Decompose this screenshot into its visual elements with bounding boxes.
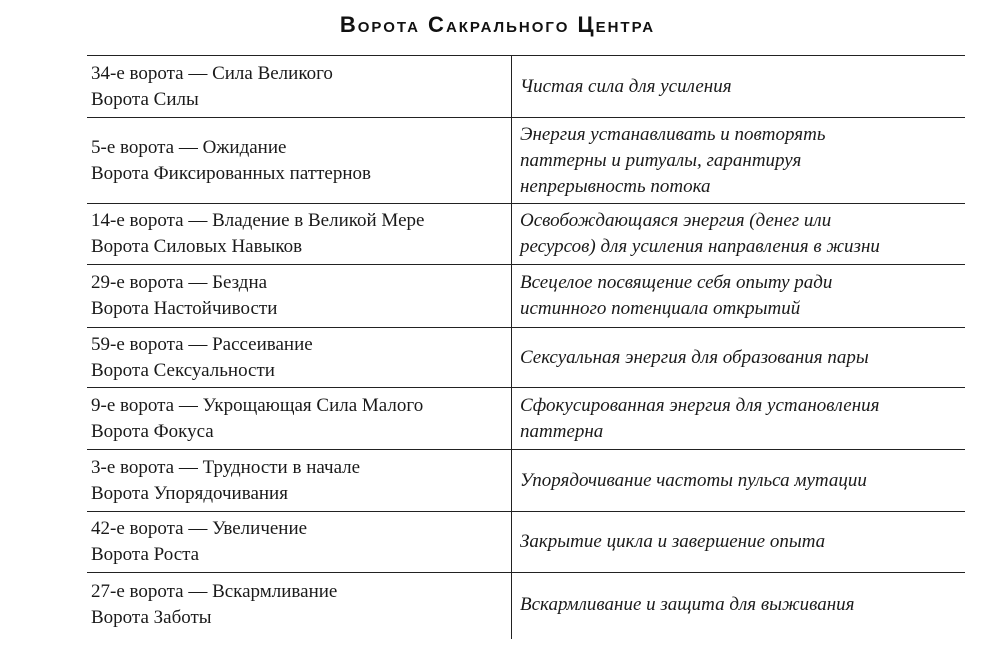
gate-number-title: 27-е ворота — Вскармливание (91, 581, 338, 602)
gate-description-line: Закрытие цикла и завершение опыта (520, 531, 826, 552)
description-cell (511, 512, 965, 572)
table-row (87, 450, 965, 512)
table-row (87, 204, 965, 265)
gate-number-title: 29-е ворота — Бездна (91, 272, 268, 293)
gate-name: Ворота Упорядочивания (91, 482, 288, 504)
gate-name: Ворота Фокуса (91, 420, 214, 442)
column-divider (511, 55, 512, 639)
gate-description-line: Всецелое посвящение себя опыту ради (520, 272, 833, 293)
description-cell (511, 56, 965, 117)
page-title: Ворота Сакрального Центра (339, 12, 656, 37)
gate-cell (87, 265, 511, 327)
gate-number-title: 9-е ворота — Укрощающая Сила Малого (91, 394, 424, 416)
table-row (87, 388, 965, 450)
gate-cell (87, 573, 511, 637)
gate-description-line: истинного потенциала открытий (520, 298, 801, 319)
gate-description-line: непрерывность потока (520, 175, 711, 197)
gate-description-line: Освобождающаяся энергия (денег или (520, 210, 832, 231)
description-cell (511, 573, 965, 637)
gate-cell (87, 512, 511, 572)
table-row (87, 118, 965, 204)
gate-description-line: Упорядочивание частоты пульса мутации (520, 469, 867, 491)
table-row (87, 328, 965, 388)
gate-description-line: ресурсов) для усиления направления в жизни (520, 236, 880, 257)
gate-name: Ворота Силовых Навыков (91, 236, 303, 257)
gate-cell (87, 388, 511, 449)
gate-cell (87, 328, 511, 387)
gate-description-line: паттерна (520, 420, 604, 442)
gate-name: Ворота Настойчивости (91, 298, 278, 319)
gate-description-line: Сфокусированная энергия для установления (520, 394, 880, 416)
gate-description-line: Вскармливание и защита для выживания (520, 594, 855, 615)
table-row (87, 265, 965, 328)
gate-name: Ворота Роста (91, 544, 200, 565)
gates-table (87, 55, 965, 637)
gate-number-title: 34-е ворота — Сила Великого (91, 62, 333, 84)
gate-number-title: 42-е ворота — Увеличение (91, 518, 308, 539)
table-row (87, 55, 965, 118)
gate-name: Ворота Заботы (91, 607, 212, 628)
description-cell (511, 450, 965, 511)
gate-cell (87, 56, 511, 117)
description-cell (511, 204, 965, 264)
description-cell (511, 118, 965, 203)
description-cell (511, 265, 965, 327)
gate-cell (87, 204, 511, 264)
gate-cell (87, 118, 511, 203)
gate-description-line: Чистая сила для усиления (520, 75, 732, 97)
gate-description-line: Сексуальная энергия для образования пары (520, 346, 869, 368)
gate-number-title: 59-е ворота — Рассеивание (91, 333, 313, 355)
gate-name: Ворота Силы (91, 88, 199, 110)
gate-name: Ворота Сексуальности (91, 359, 275, 381)
gate-number-title: 5-е ворота — Ожидание (91, 136, 287, 158)
gate-number-title: 3-е ворота — Трудности в начале (91, 456, 361, 478)
table-row (87, 512, 965, 573)
description-cell (511, 388, 965, 449)
gate-description-line: Энергия устанавливать и повторять (520, 123, 826, 145)
gate-number-title: 14-е ворота — Владение в Великой Мере (91, 210, 425, 231)
description-cell (511, 328, 965, 387)
gate-name: Ворота Фиксированных паттернов (91, 162, 371, 184)
table-row (87, 573, 965, 637)
gate-description-line: паттерны и ритуалы, гарантируя (520, 149, 802, 171)
gate-cell (87, 450, 511, 511)
